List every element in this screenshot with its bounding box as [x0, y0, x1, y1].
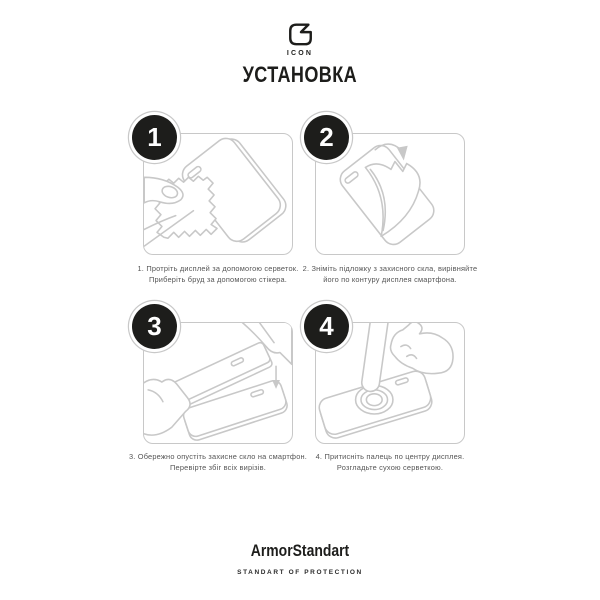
- page-title-text: УСТАНОВКА: [242, 62, 358, 87]
- step-3-badge: [132, 304, 177, 349]
- step-4-badge: [304, 304, 349, 349]
- step-1-caption: 1. Протріть дисплей за допомогою серветок. Приберіть бруд за допомогою стікера.: [137, 264, 299, 284]
- step-2-badge: [304, 115, 349, 160]
- step-4-number: 4: [319, 311, 334, 341]
- step-2-caption: 2. Зніміть підложку з захисного скла, вирівняйте його по контуру дисплея смартфона.: [302, 264, 478, 284]
- page-title: [0, 62, 600, 88]
- brand-header: [0, 20, 600, 57]
- step-4-caption: 4. Притисніть палець по центру дисплея. Розгладьте сухою серветкою.: [315, 452, 465, 472]
- footer-tagline: STANDART OF PROTECTION: [237, 569, 363, 576]
- step-3-number: 3: [147, 311, 162, 341]
- brand-logo-text: ICON: [286, 50, 314, 57]
- footer-brand-name: ArmorStandart: [250, 541, 350, 560]
- step-1-badge: [132, 115, 177, 160]
- step-2-number: 2: [319, 122, 334, 152]
- step-1-number: 1: [147, 122, 162, 152]
- step-3-caption: 3. Обережно опустіть захисне скло на смартфон. Перевірте збіг всіх вирізів.: [128, 452, 308, 472]
- armorstandart-icon-logo: [285, 20, 316, 47]
